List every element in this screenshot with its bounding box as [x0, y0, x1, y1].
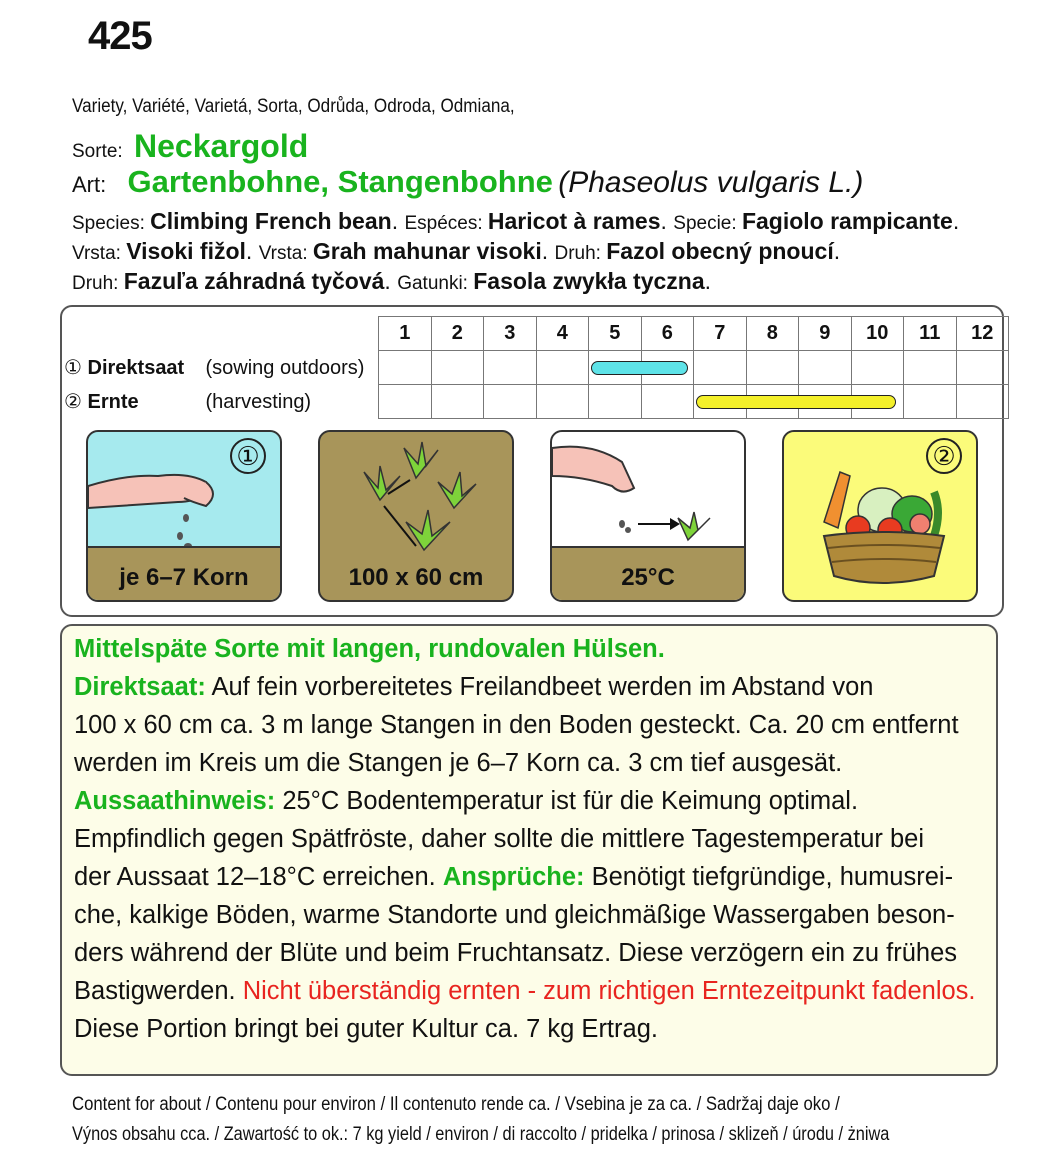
calendar-cell [536, 385, 589, 419]
month-header: 8 [746, 317, 799, 351]
footer-line-2: Výnos obsahu cca. / Zawartość to ok.: 7 kg yield / environ / di raccolto / pridelka / prinosa / sklizeň / úrodu / żniwa [72, 1124, 890, 1145]
art-value: Gartenbohne, Stangenbohne [127, 164, 553, 199]
art-line [72, 164, 863, 200]
species-name: Visoki fižol [126, 238, 246, 264]
separator: . [384, 268, 398, 294]
description-line-2: 100 x 60 cm ca. 3 m lange Stangen in den Boden gesteckt. Ca. 20 cm entfernt [74, 711, 959, 739]
calendar-cell [431, 385, 484, 419]
species-line [72, 236, 959, 266]
species-name: Fazuľa záhradná tyčová [123, 268, 385, 294]
month-header: 3 [484, 317, 537, 351]
month-header: 1 [379, 317, 432, 351]
row-number: ① [64, 357, 88, 379]
calendar-cell [694, 351, 747, 385]
row-number: ② [64, 391, 88, 413]
calendar-cell [799, 351, 852, 385]
species-lang-label: Druh: [72, 273, 124, 294]
description-text: Bastigwerden. [74, 977, 243, 1005]
species-line [72, 206, 959, 236]
month-header: 11 [904, 317, 957, 351]
description-line-3: werden im Kreis um die Stangen je 6–7 Korn ca. 3 cm tief ausgesät. [74, 749, 843, 777]
badge-1: ① [230, 438, 266, 474]
species-lang-label: Vrsta: [72, 243, 127, 264]
species-lang-label: Vrsta: [258, 243, 313, 264]
calendar-cell [484, 351, 537, 385]
row-name: Direktsaat [87, 357, 185, 379]
description-line-5: Empfindlich gegen Spätfröste, daher sollte die mittlere Tagestemperatur bei [74, 825, 925, 853]
species-lang-label: Species: [72, 213, 151, 234]
species-lang-label: Specie: [673, 213, 742, 234]
aussaathinweis-heading: Aussaathinweis: [74, 787, 276, 815]
species-line [72, 266, 959, 296]
calendar-cell [851, 351, 904, 385]
calendar-cell [694, 385, 747, 419]
direktsaat-heading: Direktsaat: [74, 673, 206, 701]
hand-sowing-icon [88, 432, 280, 552]
description-box [60, 624, 998, 1076]
description-text: Auf fein vorbereitetes Freilandbeet werden im Abstand von [205, 673, 874, 701]
sorte-line [72, 128, 308, 165]
panel-sowing [86, 430, 282, 602]
month-header: 12 [956, 317, 1009, 351]
description-headline: Mittelspäte Sorte mit langen, rundovalen Hülsen. [74, 635, 665, 663]
calendar-cell [536, 351, 589, 385]
art-label: Art: [72, 172, 107, 197]
seed-germination-icon [552, 432, 744, 552]
calendar-bar [696, 395, 896, 409]
separator: . [391, 208, 405, 234]
month-header: 2 [431, 317, 484, 351]
separator: . [541, 238, 555, 264]
calendar-cell [956, 385, 1009, 419]
species-lang-label: Gatunki: [397, 273, 474, 294]
calendar-cell [589, 351, 642, 385]
row-note: (harvesting) [205, 391, 312, 413]
separator: . [245, 238, 259, 264]
art-latin: (Phaseolus vulgaris L.) [558, 166, 864, 199]
description-line-7: che, kalkige Böden, warme Standorte und gleichmäßige Wassergaben beson- [74, 901, 955, 929]
calendar-cell [379, 385, 432, 419]
month-header: 9 [799, 317, 852, 351]
species-name: Fagiolo rampicante [741, 208, 953, 234]
calendar-cell [589, 385, 642, 419]
month-header: 5 [589, 317, 642, 351]
panel-caption-spacing: 100 x 60 cm [348, 564, 484, 591]
separator: . [660, 208, 674, 234]
separator: . [704, 268, 712, 294]
description-text: der Aussaat 12–18°C erreichen. [74, 863, 443, 891]
description-line-1 [74, 668, 996, 706]
plant-spacing-icon [320, 432, 512, 562]
calendar-cell [904, 351, 957, 385]
calendar-cell [379, 351, 432, 385]
calendar-corner [64, 317, 379, 351]
description-line-4 [74, 782, 996, 820]
calendar-cell [746, 351, 799, 385]
row-note: (sowing outdoors) [205, 357, 365, 379]
badge-2: ② [926, 438, 962, 474]
calendar-cell [904, 385, 957, 419]
vegetable-basket-icon [784, 432, 976, 600]
description-line-9 [74, 972, 996, 1010]
species-lang-label: Espéces: [404, 213, 488, 234]
calendar-row-label [64, 385, 379, 419]
variety-line: Variety, Variété, Varietá, Sorta, Odrůda, Odroda, Odmiana, [72, 96, 515, 117]
month-header: 7 [694, 317, 747, 351]
species-name: Haricot à rames [487, 208, 661, 234]
panel-caption-sowing: je 6–7 Korn [119, 564, 249, 591]
product-code: 425 [88, 14, 152, 58]
harvest-warning: Nicht überständig ernten - zum richtigen Erntezeitpunkt fadenlos. [242, 977, 976, 1005]
species-name: Climbing French bean [150, 208, 392, 234]
description-line-6 [74, 858, 996, 896]
sowing-calendar [64, 316, 1009, 419]
month-header: 4 [536, 317, 589, 351]
panel-harvest [782, 430, 978, 602]
panel-caption-temperature: 25°C [621, 564, 675, 591]
species-lang-label: Druh: [554, 243, 607, 264]
calendar-bar [591, 361, 688, 375]
month-header: 10 [851, 317, 904, 351]
calendar-cell [484, 385, 537, 419]
description-text: 25°C Bodentemperatur ist für die Keimung optimal. [275, 787, 859, 815]
description-line-8: ders während der Blüte und beim Fruchtansatz. Diese verzögern ein zu frühes [74, 939, 958, 967]
species-name: Fazol obecný pnoucí [606, 238, 834, 264]
calendar-row-label [64, 351, 379, 385]
panel-spacing [318, 430, 514, 602]
species-name: Grah mahunar visoki [312, 238, 542, 264]
description-text: Benötigt tiefgründige, humusrei- [584, 863, 954, 891]
month-header: 6 [641, 317, 694, 351]
row-name: Ernte [87, 391, 139, 413]
species-translations [72, 206, 959, 296]
calendar-cell [641, 385, 694, 419]
species-name: Fasola zwykła tyczna [473, 268, 705, 294]
description-line-10: Diese Portion bringt bei guter Kultur ca. 7 kg Ertrag. [74, 1015, 658, 1043]
calendar-cell [431, 351, 484, 385]
ansprueche-heading: Ansprüche: [442, 863, 585, 891]
footer-line-1: Content for about / Contenu pour environ / Il contenuto rende ca. / Vsebina je za ca. / Sadržaj daje oko / [72, 1094, 840, 1115]
sorte-value: Neckargold [133, 128, 309, 164]
separator: . [952, 208, 960, 234]
panel-germination [550, 430, 746, 602]
sorte-label: Sorte: [72, 141, 123, 162]
calendar-cell [956, 351, 1009, 385]
separator: . [833, 238, 841, 264]
